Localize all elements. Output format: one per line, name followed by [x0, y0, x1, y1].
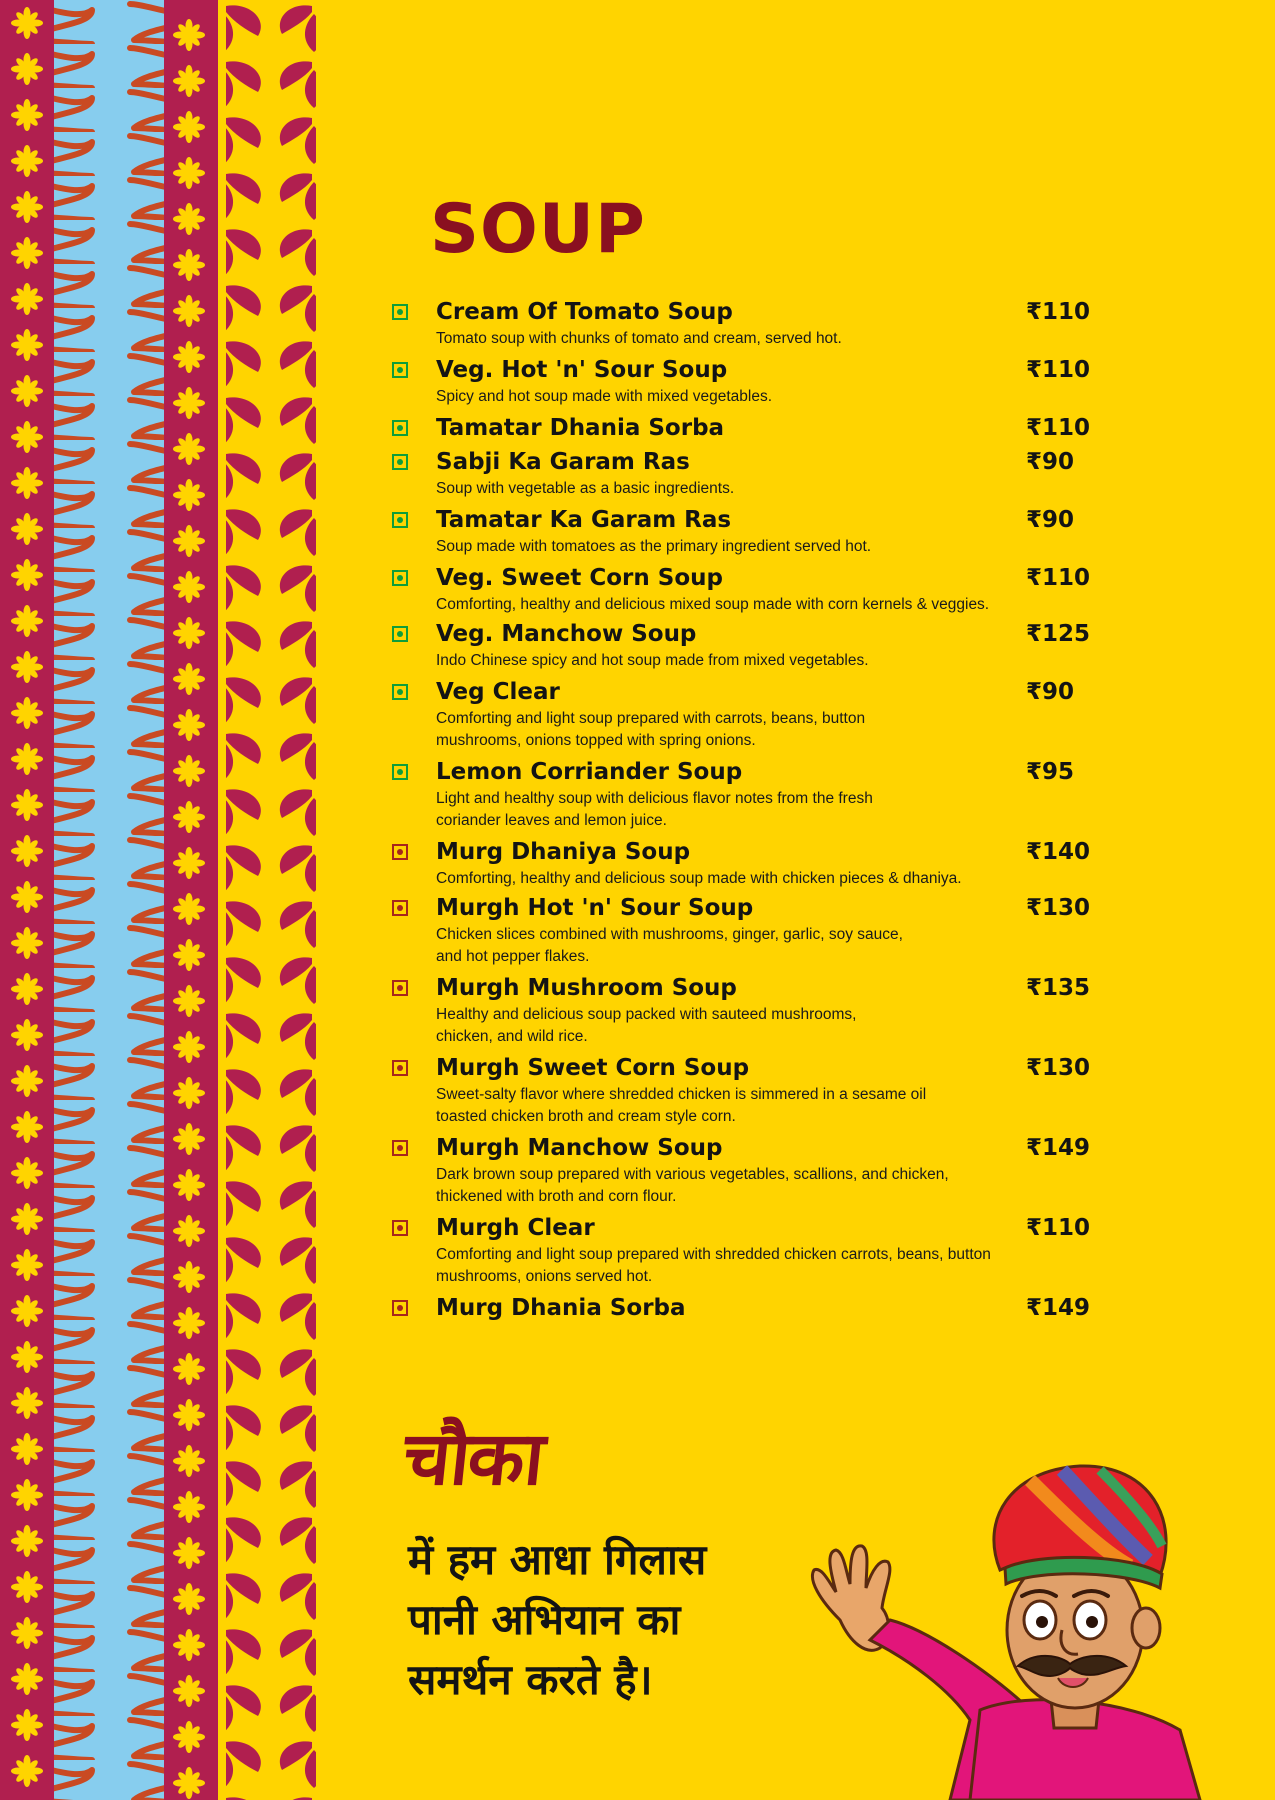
item-price: ₹130: [1026, 1055, 1091, 1081]
veg-icon: [392, 512, 408, 528]
nonveg-icon: [392, 1220, 408, 1236]
veg-icon: [392, 764, 408, 780]
item-price: ₹90: [1026, 679, 1075, 705]
item-name: Murgh Sweet Corn Soup: [436, 1055, 750, 1081]
veg-icon: [392, 362, 408, 378]
nonveg-icon: [392, 980, 408, 996]
item-description: Sweet-salty flavor where shredded chicken is simmered in a sesame oil toasted chicken broth and cream style corn.: [436, 1086, 927, 1125]
nonveg-icon: [392, 1300, 408, 1316]
item-name: Murgh Mushroom Soup: [436, 975, 737, 1001]
tagline-line-3: समर्थन करते है।: [408, 1655, 653, 1704]
item-name: Tamatar Dhania Sorba: [436, 415, 725, 441]
item-price: ₹110: [1026, 1215, 1091, 1241]
tagline-line-2: पानी अभियान का: [408, 1595, 681, 1644]
item-description: Soup made with tomatoes as the primary ingredient served hot.: [436, 538, 872, 555]
item-description: Comforting, healthy and delicious mixed soup made with corn kernels & veggies.: [436, 596, 990, 613]
item-price: ₹90: [1026, 507, 1075, 533]
item-name: Veg. Sweet Corn Soup: [436, 565, 723, 591]
veg-icon: [392, 420, 408, 436]
item-price: ₹110: [1026, 357, 1091, 383]
item-name: Veg Clear: [436, 679, 560, 705]
item-price: ₹110: [1026, 299, 1091, 325]
decorative-border: [0, 0, 320, 1800]
tagline-line-1: में हम आधा गिलास: [408, 1535, 707, 1584]
item-price: ₹125: [1026, 621, 1091, 647]
item-description: Light and healthy soup with delicious flavor notes from the fresh coriander leaves and lemon juice.: [436, 790, 873, 829]
border-pattern: [0, 0, 320, 1800]
nonveg-icon: [392, 1140, 408, 1156]
item-price: ₹149: [1026, 1135, 1091, 1161]
item-price: ₹95: [1026, 759, 1075, 785]
item-price: ₹90: [1026, 449, 1075, 475]
item-description: Comforting and light soup prepared with shredded chicken carrots, beans, button mushrooms, onions served hot.: [436, 1246, 991, 1285]
nonveg-icon: [392, 900, 408, 916]
veg-icon: [392, 570, 408, 586]
veg-icon: [392, 684, 408, 700]
item-name: Murg Dhaniya Soup: [436, 839, 691, 865]
item-name: Murgh Hot 'n' Sour Soup: [436, 895, 754, 921]
item-description: Soup with vegetable as a basic ingredients.: [436, 480, 735, 497]
veg-icon: [392, 454, 408, 470]
item-description: Spicy and hot soup made with mixed vegetables.: [436, 388, 773, 405]
item-price: ₹110: [1026, 415, 1091, 441]
item-name: Cream Of Tomato Soup: [436, 299, 733, 325]
veg-icon: [392, 304, 408, 320]
item-name: Murgh Manchow Soup: [436, 1135, 723, 1161]
item-description: Tomato soup with chunks of tomato and cream, served hot.: [436, 330, 842, 347]
item-name: Veg. Hot 'n' Sour Soup: [436, 357, 728, 383]
item-name: Murgh Clear: [436, 1215, 595, 1241]
item-name: Tamatar Ka Garam Ras: [436, 507, 732, 533]
item-name: Veg. Manchow Soup: [436, 621, 697, 647]
veg-icon: [392, 626, 408, 642]
item-name: Lemon Corriander Soup: [436, 759, 743, 785]
item-name: Sabji Ka Garam Ras: [436, 449, 690, 475]
item-description: Chicken slices combined with mushrooms, ginger, garlic, soy sauce, and hot pepper flakes.: [436, 926, 903, 965]
item-name: Murg Dhania Sorba: [436, 1295, 686, 1321]
item-description: Comforting and light soup prepared with carrots, beans, button mushrooms, onions topped with spring onions.: [436, 710, 866, 749]
item-price: ₹110: [1026, 565, 1091, 591]
item-description: Dark brown soup prepared with various vegetables, scallions, and chicken, thickened with broth and corn flour.: [436, 1166, 949, 1205]
nonveg-icon: [392, 844, 408, 860]
mascot-illustration: [800, 1460, 1220, 1800]
item-description: Comforting, healthy and delicious soup made with chicken pieces & dhaniya.: [436, 870, 962, 887]
item-price: ₹135: [1026, 975, 1091, 1001]
item-description: Healthy and delicious soup packed with sauteed mushrooms, chicken, and wild rice.: [436, 1006, 857, 1045]
item-price: ₹149: [1026, 1295, 1091, 1321]
brand-logo: चौका: [399, 1416, 547, 1502]
nonveg-icon: [392, 1060, 408, 1076]
item-price: ₹130: [1026, 895, 1091, 921]
item-price: ₹140: [1026, 839, 1091, 865]
item-description: Indo Chinese spicy and hot soup made from mixed vegetables.: [436, 652, 869, 669]
section-title: SOUP: [430, 190, 646, 269]
